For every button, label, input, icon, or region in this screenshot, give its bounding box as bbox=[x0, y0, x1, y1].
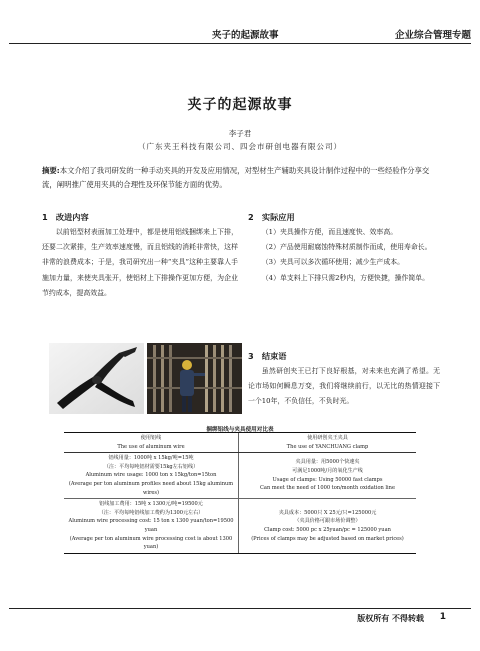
cell-line: （注：平均每吨铝材需要15kg左右铝线） bbox=[103, 463, 199, 470]
table-cell bbox=[239, 453, 417, 499]
cell-line: 夹具成本：5000只 X 25元/只=125000元 bbox=[278, 509, 377, 516]
cell-line: 铝线加工费用：15吨 x 1300元/吨=19500元 bbox=[99, 501, 203, 508]
table-cell bbox=[64, 453, 239, 499]
header-en: The use of aluminum wire bbox=[117, 443, 185, 450]
section-3-heading: 3 结束语 bbox=[248, 351, 287, 361]
table-cell bbox=[239, 499, 417, 554]
header-en: The use of YANCHUANG clamp bbox=[286, 443, 369, 450]
header-divider bbox=[9, 43, 471, 44]
section-3-paragraph: 虽然研创夹王已打下良好根基，对未来也充满了希望。无论市场如何瞬息万变，我们将继续前行，以无比的热情迎接下一个10年，不负信任，不负时光。 bbox=[248, 367, 440, 406]
cell-line: Usage of clamps: Using 50000 fast clamps bbox=[272, 476, 383, 483]
section-2-item: （2）产品使用耐腐蚀特殊材质制作而成，使用寿命长。 bbox=[261, 243, 432, 252]
copyright-notice bbox=[357, 613, 442, 624]
cell-line: 夹具用量：用5000个快速夹 bbox=[295, 459, 360, 466]
cell-line: Can meet the need of 1000 ton/month oxidation line bbox=[260, 485, 395, 492]
table-header-cell bbox=[239, 433, 417, 453]
table-row bbox=[64, 499, 416, 554]
section-2-item: （4）单支料上下排只需2秒内，方便快捷，操作简单。 bbox=[261, 273, 430, 282]
header-cn: 使用铝线 bbox=[140, 435, 162, 441]
comparison-table bbox=[64, 432, 416, 554]
cell-line: Clamp cost: 5000 pc x 25yuan/pc = 125000 yuan bbox=[264, 526, 391, 533]
cell-line: (Average per ton aluminum profiles need about 15kg aluminum wires) bbox=[68, 480, 234, 496]
author-affiliation: （广东夹王科技有限公司、四会市研创电器有限公司） bbox=[138, 142, 342, 151]
running-header-title: 夹子的起源故事 bbox=[212, 30, 279, 41]
page-number: 1 bbox=[439, 612, 446, 622]
table-cell bbox=[64, 499, 239, 554]
cell-line: 铝线用量：1000吨 x 15kg/吨=15吨 bbox=[108, 455, 194, 462]
cell-line: Aluminum wire processing cost: 15 ton x 1300 yuan/ton=19500 yuan bbox=[68, 518, 234, 533]
section-3-body bbox=[248, 364, 440, 410]
section-2-item: （1）夹具操作方便，而且速度快、效率高。 bbox=[261, 228, 398, 236]
cell-line: 可满足1000吨/月的氧化生产线 bbox=[292, 468, 363, 475]
section-1-body bbox=[42, 225, 238, 301]
cell-line: (Average per ton aluminum wire processing cost is about 1300 yuan) bbox=[69, 535, 233, 551]
table-row bbox=[64, 453, 416, 499]
section-1-heading: 1 改进内容 bbox=[42, 212, 89, 222]
cell-line: （注：平均每吨铝线加工费约为1300元左右） bbox=[98, 509, 204, 516]
factory-photo bbox=[147, 343, 242, 414]
author-name: 李子君 bbox=[228, 129, 252, 138]
cell-line: (Prices of clamps may be adjusted based on market prices) bbox=[251, 535, 404, 542]
clamp-photo bbox=[49, 343, 144, 414]
running-header-section: 企业综合管理专题 bbox=[394, 30, 471, 41]
section-2-heading: 2 实际应用 bbox=[248, 212, 295, 222]
table-caption: 捆绑铝线与夹具使用对比表 bbox=[206, 427, 274, 433]
section-1-paragraph: 以前铝型材表面加工处理中，都是使用铝线捆绑来上下排，还要二次紧排，生产效率速度慢，而且铝线的消耗非常快，这样非常的浪费成本；于是，我司研究出一种“夹具”这种主要靠人手施加力量，来使夹具张开，使铝材上下排操作更加方便，为企业节约成本，提高效益。 bbox=[42, 228, 238, 297]
copyright-text: 版权所有 不得转载 bbox=[357, 613, 424, 623]
abstract-label: 摘要: bbox=[42, 166, 60, 175]
table-header-row bbox=[64, 433, 416, 453]
abstract-text: 本文介绍了我司研发的一种手动夹具的开发及应用情况，对型材生产辅助夹具设计制作过程中的一些经验作分享交流，阐明推广使用夹具的合理性及环保节能方面的优势。 bbox=[42, 166, 430, 189]
abstract bbox=[42, 164, 438, 192]
footer-divider bbox=[9, 608, 471, 609]
table-header-cell bbox=[64, 433, 239, 453]
section-2-item: （3）夹具可以多次循环使用；减少生产成本。 bbox=[261, 258, 404, 267]
article-title: 夹子的起源故事 bbox=[187, 97, 293, 113]
header-cn: 使用研创夹王夹具 bbox=[307, 435, 348, 441]
section-2-body bbox=[248, 225, 440, 286]
cell-line: Aluminum wire usage: 1000 ton x 15kg/ton=15ton bbox=[85, 472, 217, 479]
cell-line: （夹具价格可跟市场价调整） bbox=[294, 518, 361, 525]
